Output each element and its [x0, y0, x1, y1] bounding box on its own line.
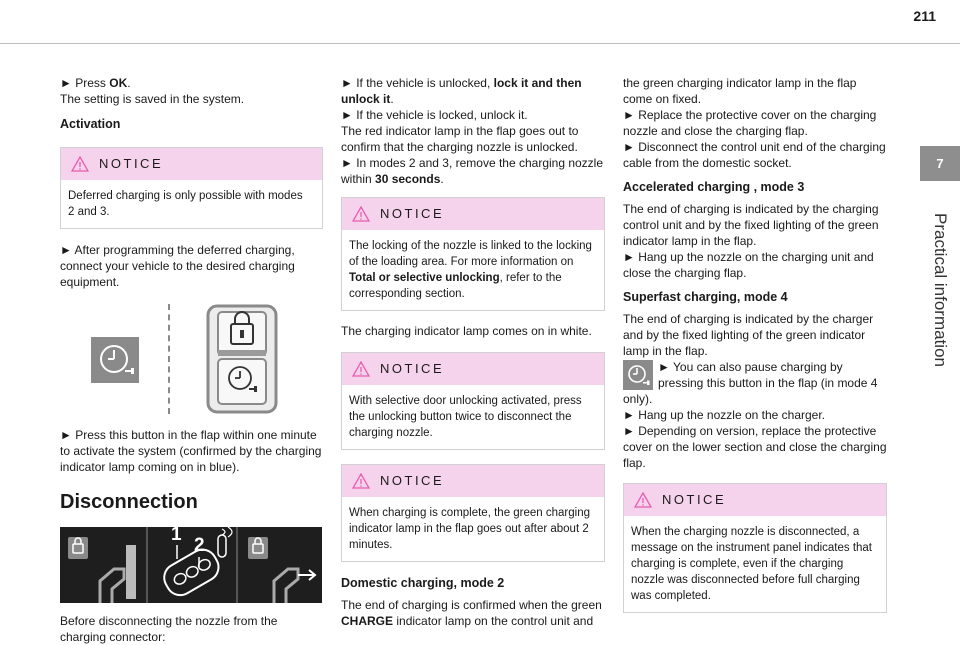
notice-box-1: [60, 147, 323, 229]
chapter-title: [924, 190, 956, 390]
warning-triangle-icon: [352, 206, 370, 222]
disconnection-illustration: [60, 524, 322, 603]
domestic-text-start: The end of charging is confirmed when the green: [341, 598, 602, 612]
disconnect-control-unit-step: ► Disconnect the control unit end of the charging cable from the domestic socket.: [623, 140, 886, 170]
notice-box-4: [341, 464, 605, 562]
disconnection-heading: Disconnection: [60, 491, 198, 513]
domestic-text: [341, 597, 605, 629]
page-number: 211: [913, 8, 936, 24]
notice-header: [342, 465, 604, 497]
notice-title: NOTICE: [662, 492, 727, 507]
notice-header: [624, 484, 886, 516]
press-ok-step: [60, 75, 323, 91]
notice-text: When the charging nozzle is disconnected, a message on the instrument panel indicates that charging is complete, even if the charging nozzle was disconnected before full charging was completed.: [631, 526, 873, 602]
white-lamp-text: The charging indicator lamp comes on in white.: [341, 324, 592, 338]
warning-triangle-icon: [71, 156, 89, 172]
notice-text-end: , refer to the corresponding section.: [349, 272, 562, 300]
thirty-seconds: 30 seconds: [375, 172, 441, 186]
notice-text: Deferred charging is only possible with modes 2 and 3.: [68, 190, 303, 218]
header-rule: [0, 43, 960, 44]
pause-charging-block: [623, 359, 887, 407]
replace-cover-lower-step: ► Depending on version, replace the protective cover on the lower section and close the charging flap.: [623, 424, 887, 470]
warning-triangle-icon: [634, 492, 652, 508]
notice-header: [342, 198, 604, 230]
notice-title: NOTICE: [380, 206, 445, 221]
unlock-step: [341, 75, 605, 107]
accelerated-step: ► Hang up the nozzle on the charging unit and close the charging flap.: [623, 250, 874, 280]
before-disconnecting-text: Before disconnecting the nozzle from the charging connector:: [60, 614, 278, 644]
unlock-step-bold: lock it and then unlock it: [341, 76, 582, 106]
remove-nozzle-end: .: [440, 172, 444, 186]
notice-box-2: [341, 197, 605, 311]
step-digit-2: 2: [194, 535, 205, 556]
accelerated-text: The end of charging is indicated by the charging control unit and by the fixed lighting of the green indicator lamp in the flap.: [623, 202, 879, 248]
notice-title: NOTICE: [380, 361, 445, 376]
step-text-end: .: [127, 76, 131, 90]
hang-up-step: ► Hang up the nozzle on the charger.: [623, 408, 826, 422]
notice-text: With selective door unlocking activated, press the unlocking button twice to disconnect the charging nozzle.: [349, 395, 582, 439]
step-arrow: ►: [60, 76, 72, 90]
green-lamp-text: the green charging indicator lamp in the flap come on fixed.: [623, 76, 857, 106]
notice-header: [342, 353, 604, 385]
step-digit-1: 1: [171, 524, 182, 545]
ok-key: OK: [109, 76, 128, 90]
charge-lamp-label: CHARGE: [341, 614, 394, 628]
press-button-step: ► Press this button in the flap within one minute to activate the system (confirmed by the charging indicator lamp coming on in blue).: [60, 428, 322, 474]
column-2: [341, 75, 605, 629]
unlock-step-end: .: [390, 92, 394, 106]
domestic-heading: Domestic charging, mode 2: [341, 576, 505, 590]
notice-text: When charging is complete, the green charging indicator lamp in the flap goes out after about 2 minutes.: [349, 507, 591, 551]
saved-note: The setting is saved in the system.: [60, 92, 245, 106]
remove-nozzle-step: [341, 155, 605, 187]
notice-text-start: The locking of the nozzle is linked to the locking of the loading area. For more information on: [349, 240, 592, 268]
notice-title: NOTICE: [380, 473, 445, 488]
step-text: Press: [71, 76, 110, 90]
column-1: [60, 75, 323, 645]
programming-step: ► After programming the deferred charging, connect your vehicle to the desired charging equipment.: [60, 243, 295, 289]
remove-nozzle-text: ► In modes 2 and 3, remove the charging nozzle within: [341, 156, 604, 186]
warning-triangle-icon: [352, 361, 370, 377]
chapter-title-text: Practical information: [931, 212, 950, 368]
timer-plug-icon: [91, 337, 139, 383]
accelerated-heading: Accelerated charging , mode 3: [623, 180, 805, 194]
replace-cover-step: ► Replace the protective cover on the charging nozzle and close the charging flap.: [623, 108, 877, 138]
superfast-heading: Superfast charging, mode 4: [623, 290, 788, 304]
charging-flap-panel: [206, 304, 278, 414]
pause-charging-text: ► You can also pause charging by pressing this button in the flap (in mode 4 only).: [623, 360, 878, 406]
timer-plug-icon: [623, 360, 653, 390]
notice-title: NOTICE: [99, 156, 164, 171]
activation-heading: Activation: [60, 117, 121, 131]
superfast-text: The end of charging is indicated by the charger and by the fixed lighting of the green indicator lamp in the flap.: [623, 312, 874, 358]
notice-box-5: [623, 483, 887, 613]
dashed-guide: [168, 304, 172, 414]
locked-step: ► If the vehicle is locked, unlock it.: [341, 108, 528, 122]
unlock-step-text: ► If the vehicle is unlocked,: [341, 76, 494, 90]
domestic-text-end: indicator lamp on the control unit and: [393, 614, 594, 628]
column-3: [623, 75, 887, 613]
warning-triangle-icon: [352, 473, 370, 489]
red-lamp-text: The red indicator lamp in the flap goes out to confirm that the charging nozzle is unlocked.: [341, 124, 579, 154]
flap-illustration: [60, 304, 323, 416]
notice-text: [342, 230, 604, 310]
chapter-tab: 7: [920, 146, 960, 181]
notice-header: [61, 148, 322, 180]
notice-box-3: [341, 352, 605, 450]
unlocking-reference: Total or selective unlocking: [349, 272, 500, 284]
nozzle-and-keyfob-graphic: [60, 524, 322, 603]
